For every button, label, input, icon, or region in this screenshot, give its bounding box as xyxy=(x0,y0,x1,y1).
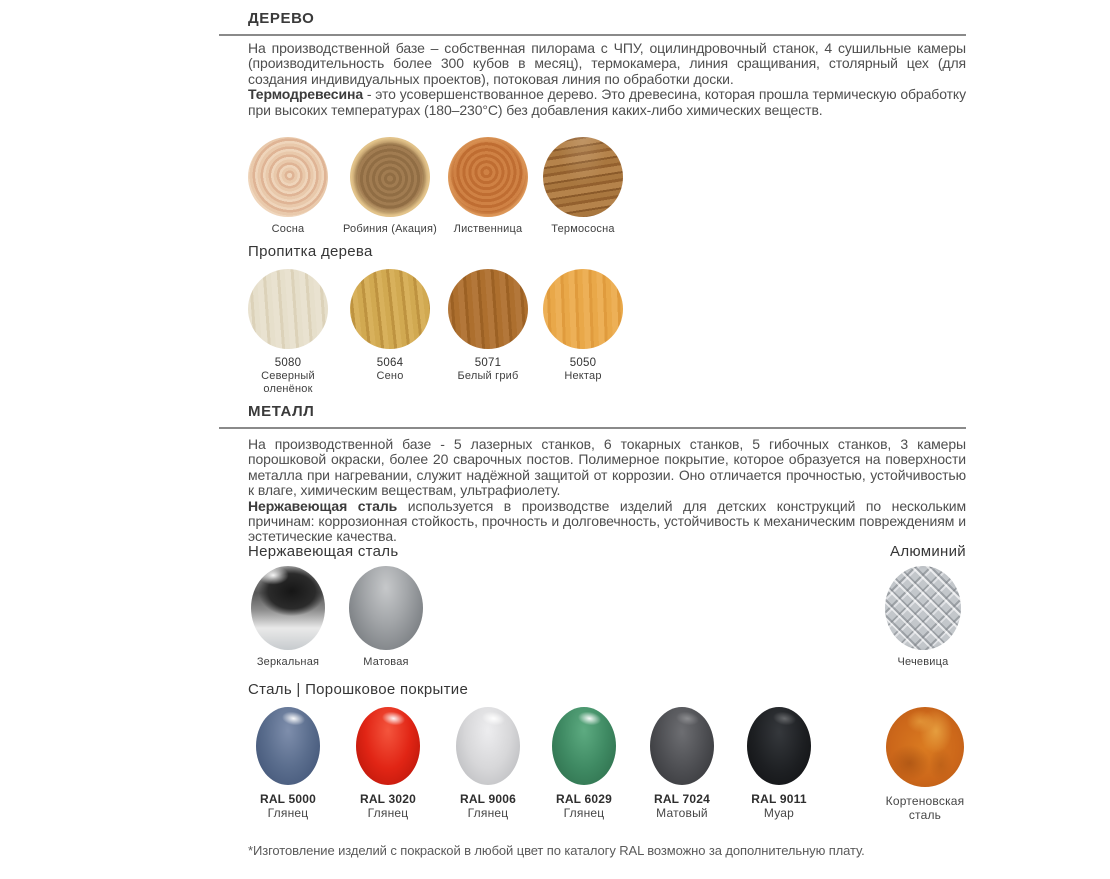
code-5050: 5050 xyxy=(569,357,597,369)
aluminium-swatch-checker xyxy=(873,566,973,669)
ral7024-sphere xyxy=(650,707,714,785)
label-5080 xyxy=(251,357,325,396)
robinia-label: Робиния (Акация) xyxy=(342,223,438,235)
wood-intro-block xyxy=(248,41,966,118)
powder-title: Сталь | Порошковое покрытие xyxy=(248,681,469,698)
ral6029-label xyxy=(556,792,612,820)
wood-section-title: ДЕРЕВО xyxy=(248,10,315,27)
stainless-title: Нержавеющая сталь xyxy=(248,543,399,560)
name-5064: Сено xyxy=(376,370,404,382)
metal-section-header xyxy=(219,403,966,429)
powder-row xyxy=(248,707,966,847)
sosna-label: Сосна xyxy=(271,223,305,235)
metal-intro-paragraph: На производственной базе - 5 лазерных станков, 6 токарных станков, 5 гибочных станков, 3 камеры порошковой окраски, более 20 сварочных постов. Полимерное покрытие, которое образуется на поверхности металла при нагревании, служит надёжной защитой от коррозии. Оно отличается прочностью, устойчивостью к влаге, химическим веществам, ультрафиолету. xyxy=(248,436,966,499)
ral9011-code: RAL 9011 xyxy=(751,792,807,806)
footnote-text: *Изготовление изделий с покраской в любой цвет по каталогу RAL возможно за дополнительную плату. xyxy=(248,843,865,858)
impregnation-swatch-5050 xyxy=(528,269,638,383)
wood-thermo-lead: Термодревесина xyxy=(248,86,364,103)
sosna-swatch-circle xyxy=(248,137,328,217)
label-5071 xyxy=(457,357,518,383)
powder-swatch-ral3020 xyxy=(338,707,438,820)
powder-swatch-ral9011 xyxy=(729,707,829,820)
wood-thermo-rest: - это усовершенствованное дерево. Это древесина, которая прошла термическую обработку при высоких температурах (180–230°С) без добавления каких-либо химических веществ. xyxy=(248,86,966,118)
metal-section-title: МЕТАЛЛ xyxy=(248,403,315,420)
swatch-circle-5080 xyxy=(248,269,328,349)
name-5050: Нектар xyxy=(564,370,602,382)
ral5000-sphere xyxy=(256,707,320,785)
code-5064: 5064 xyxy=(376,357,404,369)
swatch-circle-5064 xyxy=(350,269,430,349)
stainless-swatch-matte xyxy=(336,566,436,669)
code-5071: 5071 xyxy=(474,357,502,369)
robinia-swatch-circle xyxy=(350,137,430,217)
powder-swatch-ral6029 xyxy=(534,707,634,820)
metal-stainless-rest: используется в производстве изделий для детских конструкций по нескольким причинам: коррозионная стойкость, прочность и долговечность, устойчивость к механическим повреждениям и эстетические качества. xyxy=(248,497,966,545)
metal-stainless-paragraph xyxy=(248,499,966,545)
ral6029-code: RAL 6029 xyxy=(555,792,613,806)
ral7024-code: RAL 7024 xyxy=(653,792,711,806)
impregnation-title: Пропитка дерева xyxy=(248,243,373,260)
label-5064 xyxy=(376,357,403,383)
matte-sphere xyxy=(349,566,423,650)
ral9011-sphere xyxy=(747,707,811,785)
ral3020-label xyxy=(360,792,416,820)
stainless-swatch-mirror xyxy=(238,566,338,669)
swatch-circle-5071 xyxy=(448,269,528,349)
checker-plate-circle xyxy=(885,566,961,650)
powder-swatch-corten xyxy=(875,707,975,822)
wood-swatch-sosna xyxy=(233,137,343,236)
mirror-label: Зеркальная xyxy=(256,656,320,668)
name-5071: Белый гриб xyxy=(457,370,519,382)
wood-swatch-robinia xyxy=(335,137,445,236)
ral3020-code: RAL 3020 xyxy=(359,792,417,806)
ral3020-sphere xyxy=(356,707,420,785)
ral6029-sphere xyxy=(552,707,616,785)
termososna-label: Термососна xyxy=(551,223,615,235)
listvennitsa-label: Лиственница xyxy=(453,223,523,235)
label-5050 xyxy=(564,357,601,383)
impregnation-swatch-5071 xyxy=(433,269,543,383)
mirror-sphere xyxy=(251,566,325,650)
termososna-swatch-circle xyxy=(543,137,623,217)
ral9006-finish: Глянец xyxy=(467,806,509,820)
stainless-aluminium-titles xyxy=(248,543,966,560)
powder-swatch-ral7024 xyxy=(632,707,732,820)
corten-circle xyxy=(886,707,964,787)
impregnation-swatch-5064 xyxy=(335,269,445,383)
powder-swatch-ral9006 xyxy=(438,707,538,820)
ral9011-finish: Муар xyxy=(763,806,795,820)
ral5000-finish: Глянец xyxy=(267,806,309,820)
impregnation-swatch-5080 xyxy=(233,269,343,396)
corten-label xyxy=(879,794,971,822)
wood-swatch-listvennitsa xyxy=(433,137,543,236)
code-5080: 5080 xyxy=(274,357,302,369)
checker-label: Чечевица xyxy=(897,656,949,668)
wood-intro-paragraph: На производственной базе – собственная пилорама с ЧПУ, оцилиндровочный станок, 4 сушильные камеры (производительность более 300 кубов в месяц), термокамера, линия сращивания, столярный цех (для создания индивидуальных проектов), потоковая линия по обработки доски. xyxy=(248,40,966,87)
ral9006-code: RAL 9006 xyxy=(459,792,517,806)
ral5000-code: RAL 5000 xyxy=(259,792,317,806)
ral3020-finish: Глянец xyxy=(367,806,409,820)
metal-intro-block xyxy=(248,437,966,545)
ral7024-label xyxy=(654,792,710,820)
metal-stainless-lead: Нержавеющая сталь xyxy=(248,497,398,514)
ral9006-sphere xyxy=(456,707,520,785)
ral9006-label xyxy=(460,792,516,820)
ral7024-finish: Матовый xyxy=(656,806,708,820)
aluminium-title: Алюминий xyxy=(890,543,966,560)
catalog-page xyxy=(248,0,966,879)
ral9011-label xyxy=(751,792,806,820)
powder-swatch-ral5000 xyxy=(238,707,338,820)
name-5080: Северный оленёнок xyxy=(261,370,315,395)
wood-thermo-paragraph xyxy=(248,87,966,118)
corten-name: Кортеновская сталь xyxy=(885,794,965,822)
wood-swatch-termososna xyxy=(528,137,638,236)
matte-label: Матовая xyxy=(363,656,409,668)
ral6029-finish: Глянец xyxy=(563,806,605,820)
ral5000-label xyxy=(260,792,316,820)
swatch-circle-5050 xyxy=(543,269,623,349)
wood-section-header xyxy=(219,10,966,36)
impregnation-row xyxy=(248,269,966,409)
listvennitsa-swatch-circle xyxy=(448,137,528,217)
